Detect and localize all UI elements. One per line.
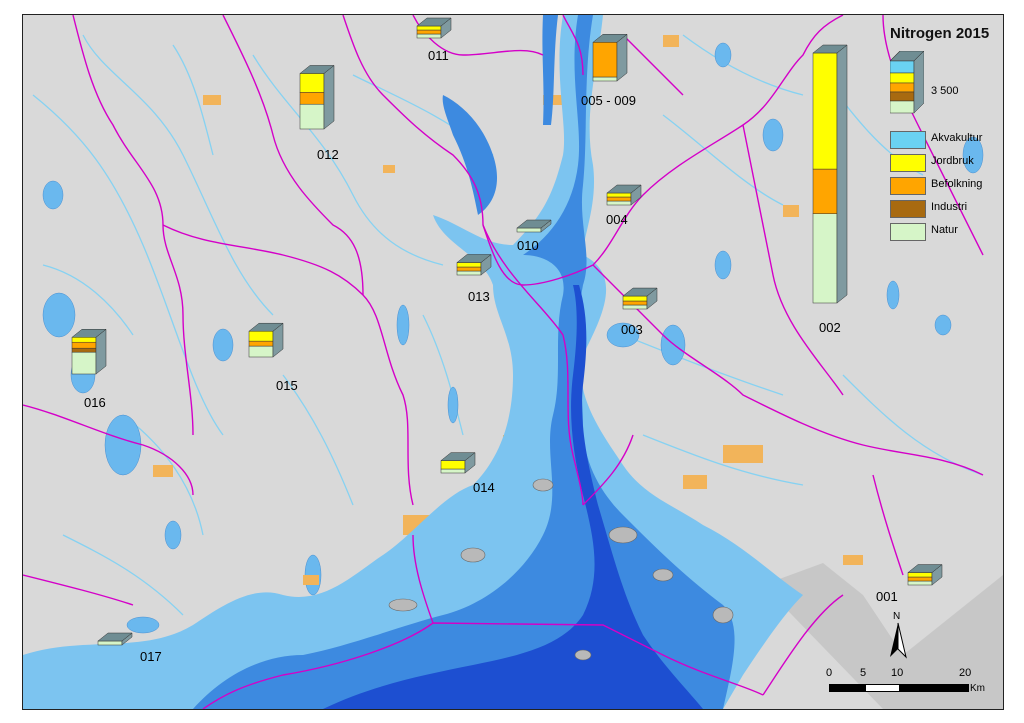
bar-segment-befolkning [457, 267, 481, 271]
bar-segment-befolkning [908, 577, 932, 581]
bar-segment-natur [517, 228, 541, 232]
bar-segment-befolkning [72, 342, 96, 348]
scale-bar-segment [829, 684, 866, 692]
bar-segment-befolkning [417, 30, 441, 34]
bar-segment-natur [249, 346, 273, 357]
area-label: 002 [819, 320, 841, 335]
scale-tick-20: 20 [959, 667, 972, 679]
bar-segment-befolkning [300, 92, 324, 104]
bar-side [324, 65, 334, 129]
legend-swatch [890, 154, 926, 172]
area-label: 003 [621, 322, 643, 337]
bar-segment-natur [607, 201, 631, 205]
bar-segment-jordbruk [813, 53, 837, 169]
bar-segment-jordbruk [72, 337, 96, 342]
bar-segment-natur [417, 34, 441, 38]
area-label: 016 [84, 395, 106, 410]
scale-tick-5: 5 [860, 667, 867, 679]
bar-segment-jordbruk [908, 573, 932, 577]
legend-reference-value: 3 500 [931, 85, 959, 97]
catchment-bar [300, 65, 334, 129]
area-label: 012 [317, 147, 339, 162]
catchment-bar [623, 288, 657, 309]
catchment-bar [72, 329, 106, 374]
map-frame [22, 14, 1004, 710]
catchment-bar [417, 18, 451, 38]
bar-segment-befolkning [607, 197, 631, 201]
bar-segment-jordbruk [300, 73, 324, 92]
catchment-bar-charts [23, 15, 1003, 709]
area-label: 004 [606, 212, 628, 227]
legend-label: Natur [931, 224, 958, 236]
catchment-bar [593, 34, 627, 81]
bar-segment-jordbruk [457, 263, 481, 267]
catchment-bar [457, 255, 491, 275]
area-label: 011 [428, 48, 449, 63]
catchment-bar [98, 633, 132, 645]
scale-unit: Km [970, 683, 985, 694]
bar-segment-natur [98, 641, 122, 645]
bar-side [837, 45, 847, 303]
area-label: 001 [876, 589, 898, 604]
bar-segment-industri [72, 348, 96, 352]
legend-label: Industri [931, 201, 968, 213]
bar-segment-befolkning [593, 42, 617, 77]
bar-segment-natur [813, 214, 837, 303]
catchment-bar [607, 185, 641, 205]
scale-bar [826, 667, 999, 697]
catchment-bar [249, 323, 283, 357]
bar-segment-befolkning [813, 169, 837, 214]
legend-swatch [890, 200, 926, 218]
catchment-bar [441, 453, 475, 473]
legend-reference-bar [890, 51, 924, 115]
legend-label: Jordbruk [931, 155, 974, 167]
catchment-bar [908, 565, 942, 585]
bar-segment-jordbruk [249, 331, 273, 341]
legend-label: Befolkning [931, 178, 983, 190]
bar-segment-natur [300, 104, 324, 129]
scale-tick-0: 0 [826, 667, 833, 679]
bar-segment-befolkning [623, 301, 647, 305]
bar-segment-natur [593, 77, 617, 81]
legend-swatch [890, 223, 926, 241]
area-label: 005 - 009 [581, 93, 636, 108]
area-label: 015 [276, 378, 298, 393]
bar-segment-jordbruk [441, 461, 465, 469]
bar-segment-jordbruk [623, 296, 647, 301]
bar-segment-jordbruk [607, 193, 631, 197]
north-arrow-label: N [893, 611, 901, 622]
catchment-bar [517, 220, 551, 232]
bar-segment-befolkning [249, 341, 273, 346]
bar-segment-natur [908, 581, 932, 585]
legend-label: Akvakultur [931, 132, 983, 144]
scale-bar-segment [899, 684, 969, 692]
area-label: 010 [517, 238, 539, 253]
area-label: 014 [473, 480, 495, 495]
legend-title: Nitrogen 2015 [890, 25, 990, 42]
bar-segment-natur [72, 352, 96, 374]
area-label: 013 [468, 289, 490, 304]
area-label: 017 [140, 649, 162, 664]
bar-segment-jordbruk [417, 26, 441, 30]
legend-swatch [890, 131, 926, 149]
bar-segment-natur [441, 469, 465, 473]
bar-segment-natur [457, 271, 481, 275]
legend-swatch [890, 177, 926, 195]
scale-tick-10: 10 [891, 667, 904, 679]
catchment-bar [813, 45, 847, 303]
bar-segment-natur [623, 305, 647, 309]
